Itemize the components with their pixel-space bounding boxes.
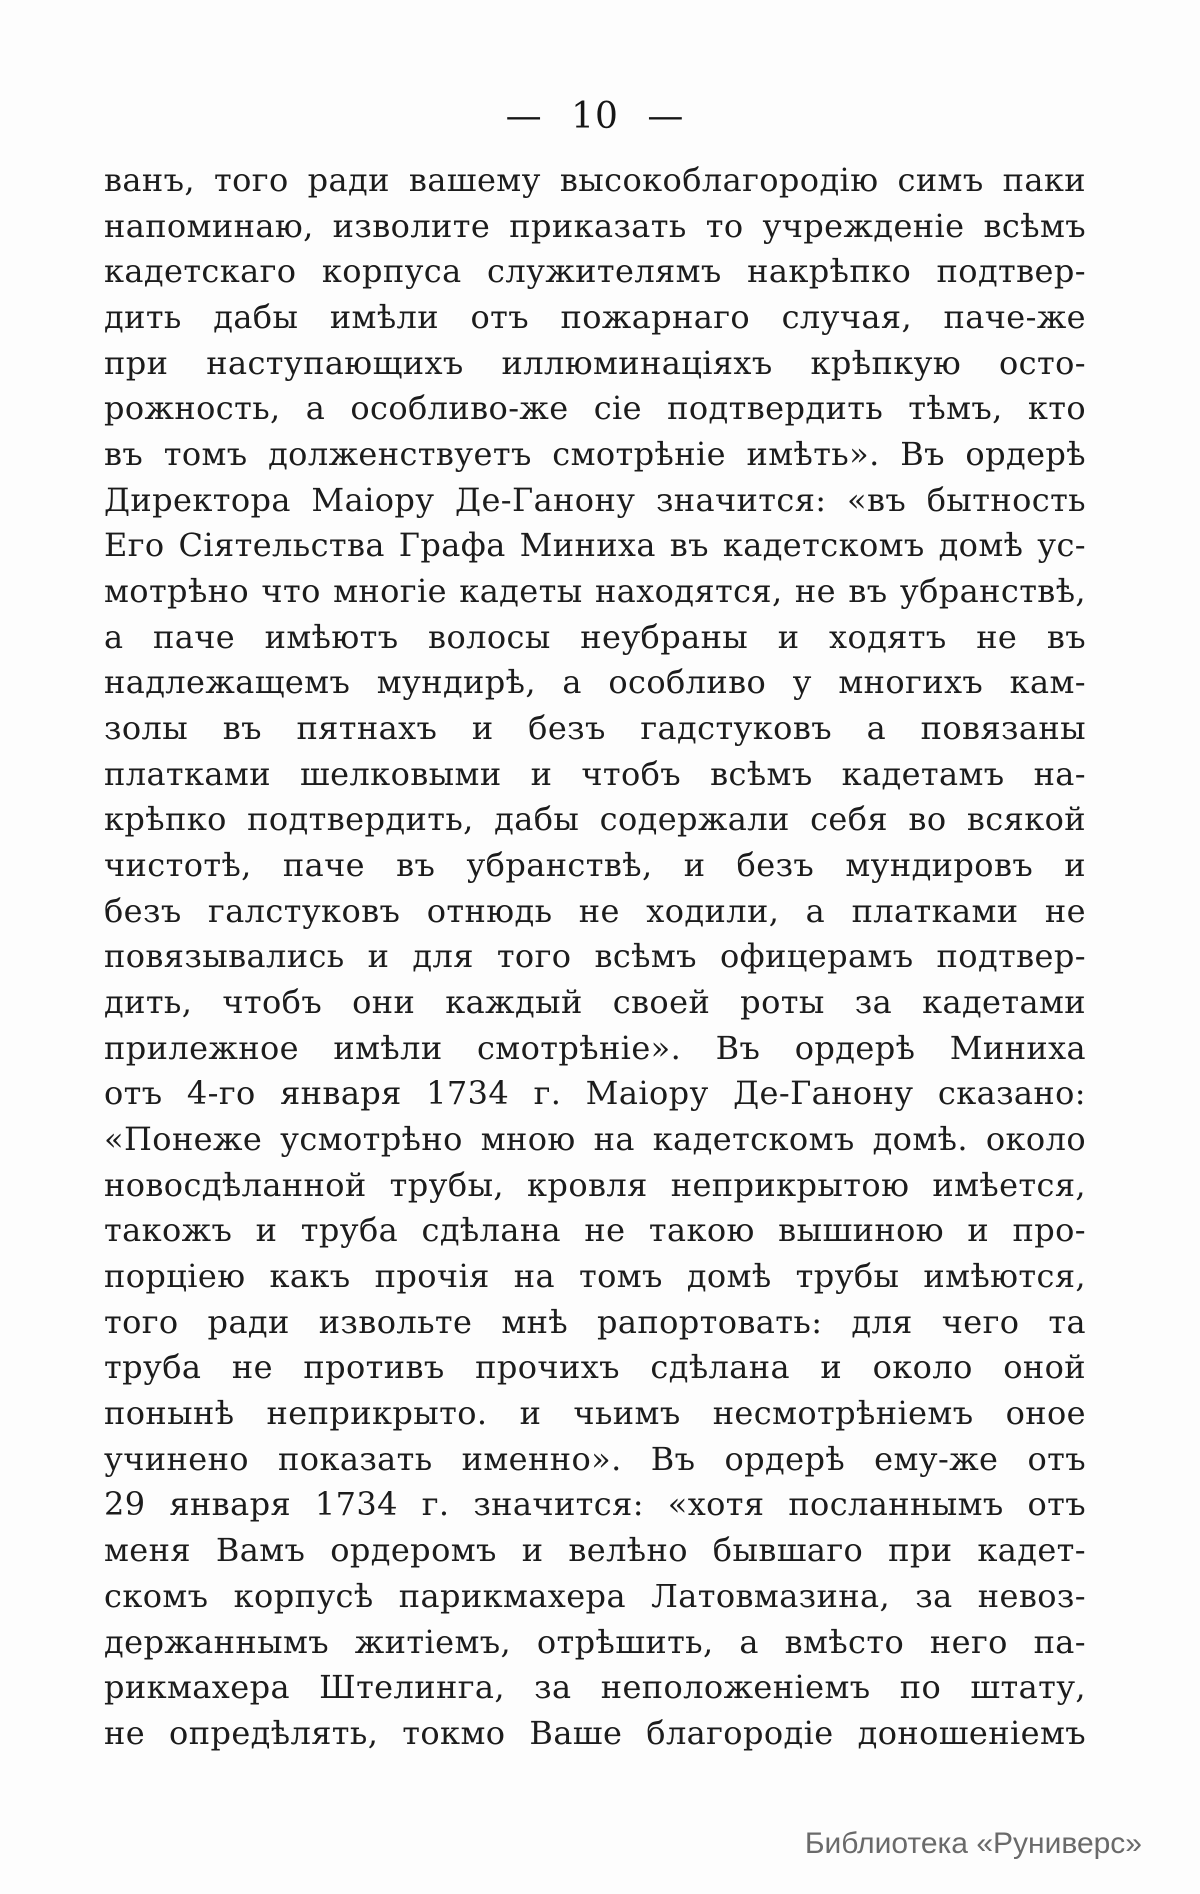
text-line: повязывались и для того всѣмъ офицерамъ подтвер- <box>104 937 1086 976</box>
text-line: напоминаю, изволите приказать то учрежденіе всѣмъ <box>104 206 1086 245</box>
text-line: Его Сіятельства Графа Миниха въ кадетскомъ домѣ ус- <box>104 526 1086 565</box>
text-line: учинено показать именно». Въ ордерѣ ему-же отъ <box>104 1439 1086 1478</box>
page-number-header: — 10 — <box>505 96 685 137</box>
text-line: кадетскаго корпуса служителямъ накрѣпко подтвер- <box>104 252 1086 291</box>
text-line: чистотѣ, паче въ убранствѣ, и безъ мундировъ и <box>104 846 1086 885</box>
text-line: рожность, а особливо-же сіе подтвердить тѣмъ, кто <box>104 389 1086 428</box>
text-line: новосдѣланной трубы, кровля неприкрытою имѣется, <box>104 1165 1086 1204</box>
text-line: скомъ корпусѣ парикмахера Латовмазина, за невоз- <box>104 1576 1086 1615</box>
text-line: платками шелковыми и чтобъ всѣмъ кадетамъ на- <box>104 754 1086 793</box>
text-line: надлежащемъ мундирѣ, а особливо у многихъ кам- <box>104 663 1086 702</box>
text-line: золы въ пятнахъ и безъ гадстуковъ а повязаны <box>104 709 1086 748</box>
text-line: прилежное имѣли смотрѣніе». Въ ордерѣ Миниха <box>104 1028 1086 1067</box>
text-line: понынѣ неприкрыто. и чьимъ несмотрѣніемъ оное <box>104 1394 1086 1433</box>
text-line: меня Вамъ ордеромъ и велѣно бывшаго при кадет- <box>104 1531 1086 1570</box>
text-line: дить дабы имѣли отъ пожарнаго случая, паче-же <box>104 298 1086 337</box>
text-line: безъ галстуковъ отнюдь не ходили, а платками не <box>104 891 1086 930</box>
text-line: въ томъ долженствуетъ смотрѣніе имѣть». Въ ордерѣ <box>104 435 1086 474</box>
library-watermark: Библиотека «Руниверс» <box>804 1827 1142 1860</box>
text-line: дить, чтобъ они каждый своей роты за кадетами <box>104 983 1086 1022</box>
text-line: 29 января 1734 г. значится: «хотя посланнымъ отъ <box>104 1485 1086 1524</box>
text-line: рикмахера Штелинга, за неположеніемъ по штату, <box>104 1668 1086 1707</box>
body-text <box>104 158 1086 1757</box>
text-line: такожъ и труба сдѣлана не такою вышиною и про- <box>104 1211 1086 1250</box>
text-line: а паче имѣютъ волосы неубраны и ходятъ не въ <box>104 617 1086 656</box>
text-line: крѣпко подтвердить, дабы содержали себя во всякой <box>104 800 1086 839</box>
text-line: труба не противъ прочихъ сдѣлана и около оной <box>104 1348 1086 1387</box>
text-line: порціею какъ прочія на томъ домѣ трубы имѣются, <box>104 1257 1086 1296</box>
text-line: Директора Маіору Де-Ганону значится: «въ бытность <box>104 480 1086 519</box>
text-line: «Понеже усмотрѣно мною на кадетскомъ домѣ. около <box>104 1120 1086 1159</box>
text-line: мотрѣно что многіе кадеты находятся, не въ убранствѣ, <box>104 572 1086 611</box>
text-line: ванъ, того ради вашему высокоблагородію симъ паки <box>104 161 1086 199</box>
text-line: того ради извольте мнѣ рапортовать: для чего та <box>104 1302 1086 1341</box>
text-line: не опредѣлять, токмо Ваше благородіе доношеніемъ <box>104 1713 1086 1752</box>
text-line: держаннымъ житіемъ, отрѣшить, а вмѣсто него па- <box>104 1622 1086 1661</box>
text-line: при наступающихъ иллюминаціяхъ крѣпкую осто- <box>104 343 1086 382</box>
text-line: отъ 4-го января 1734 г. Маіору Де-Ганону сказано: <box>104 1074 1086 1113</box>
